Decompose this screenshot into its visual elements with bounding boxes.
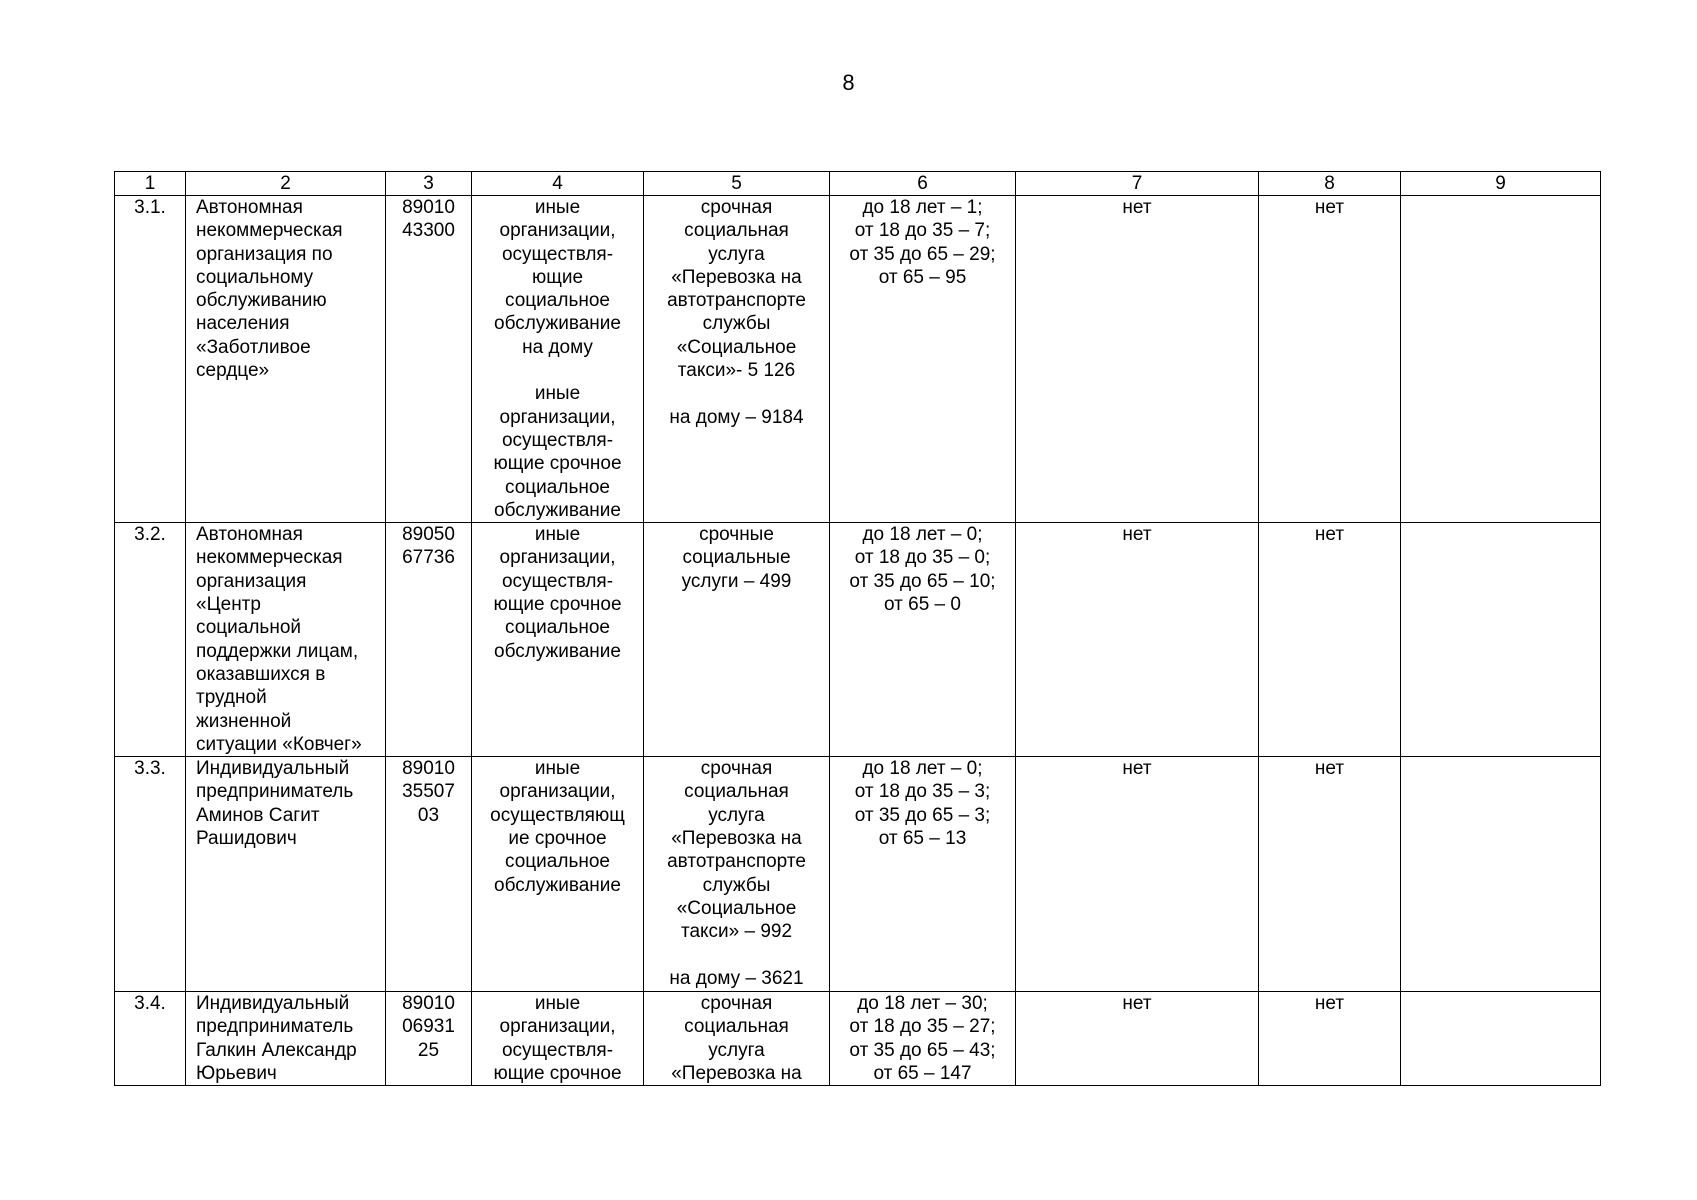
organization-type-cell: иные организации, осуществля- ющие социальное обслуживание на дому иные организации, осуществля- ющие срочное социальное обслуживание [472,196,644,523]
column-8-cell: нет [1259,523,1401,757]
inn-cell: 89010 06931 25 [386,992,472,1086]
column-9-cell [1401,992,1601,1086]
age-groups-cell: до 18 лет – 30; от 18 до 35 – 27; от 35 до 65 – 43; от 65 – 147 [830,992,1016,1086]
header-cell-6: 6 [830,172,1016,196]
registry-table [114,171,1601,1086]
column-9-cell [1401,196,1601,523]
column-8-cell: нет [1259,992,1401,1086]
header-cell-9: 9 [1401,172,1601,196]
row-number-cell: 3.1. [115,196,186,523]
header-cell-4: 4 [472,172,644,196]
column-8-cell: нет [1259,196,1401,523]
table-row [115,523,1601,757]
column-9-cell [1401,757,1601,992]
organization-name-cell: Автономная некоммерческая организация по социальному обслуживанию населения «Заботливое сердце» [186,196,386,523]
services-cell: срочная социальная услуга «Перевозка на [644,992,830,1086]
column-7-cell: нет [1016,523,1259,757]
table-row [115,992,1601,1086]
services-cell: срочная социальная услуга «Перевозка на автотранспорте службы «Социальное такси» – 992 на дому – 3621 [644,757,830,992]
inn-cell: 89010 35507 03 [386,757,472,992]
page-number: 8 [842,70,855,95]
header-cell-3: 3 [386,172,472,196]
table-row [115,196,1601,523]
header-cell-7: 7 [1016,172,1259,196]
organization-name-cell: Индивидуальный предприниматель Галкин Александр Юрьевич [186,992,386,1086]
registry-table-container [114,171,1600,1086]
row-number-cell: 3.3. [115,757,186,992]
organization-name-cell: Автономная некоммерческая организация «Центр социальной поддержки лицам, оказавшихся в трудной жизненной ситуации «Ковчег» [186,523,386,757]
column-7-cell: нет [1016,757,1259,992]
organization-name-cell: Индивидуальный предприниматель Аминов Сагит Рашидович [186,757,386,992]
row-number-cell: 3.4. [115,992,186,1086]
inn-cell: 89010 43300 [386,196,472,523]
header-cell-2: 2 [186,172,386,196]
column-7-cell: нет [1016,196,1259,523]
organization-type-cell: иные организации, осуществля- ющие срочное социальное обслуживание [472,523,644,757]
table-row [115,757,1601,992]
services-cell: срочная социальная услуга «Перевозка на автотранспорте службы «Социальное такси»- 5 126 на дому – 9184 [644,196,830,523]
header-cell-1: 1 [115,172,186,196]
column-8-cell: нет [1259,757,1401,992]
services-cell: срочные социальные услуги – 499 [644,523,830,757]
age-groups-cell: до 18 лет – 1; от 18 до 35 – 7; от 35 до 65 – 29; от 65 – 95 [830,196,1016,523]
column-7-cell: нет [1016,992,1259,1086]
header-row [115,172,1601,196]
age-groups-cell: до 18 лет – 0; от 18 до 35 – 3; от 35 до 65 – 3; от 65 – 13 [830,757,1016,992]
header-cell-5: 5 [644,172,830,196]
inn-cell: 89050 67736 [386,523,472,757]
row-number-cell: 3.2. [115,523,186,757]
header-cell-8: 8 [1259,172,1401,196]
organization-type-cell: иные организации, осуществля- ющие срочное [472,992,644,1086]
organization-type-cell: иные организации, осуществляющ ие срочное социальное обслуживание [472,757,644,992]
age-groups-cell: до 18 лет – 0; от 18 до 35 – 0; от 35 до 65 – 10; от 65 – 0 [830,523,1016,757]
column-9-cell [1401,523,1601,757]
